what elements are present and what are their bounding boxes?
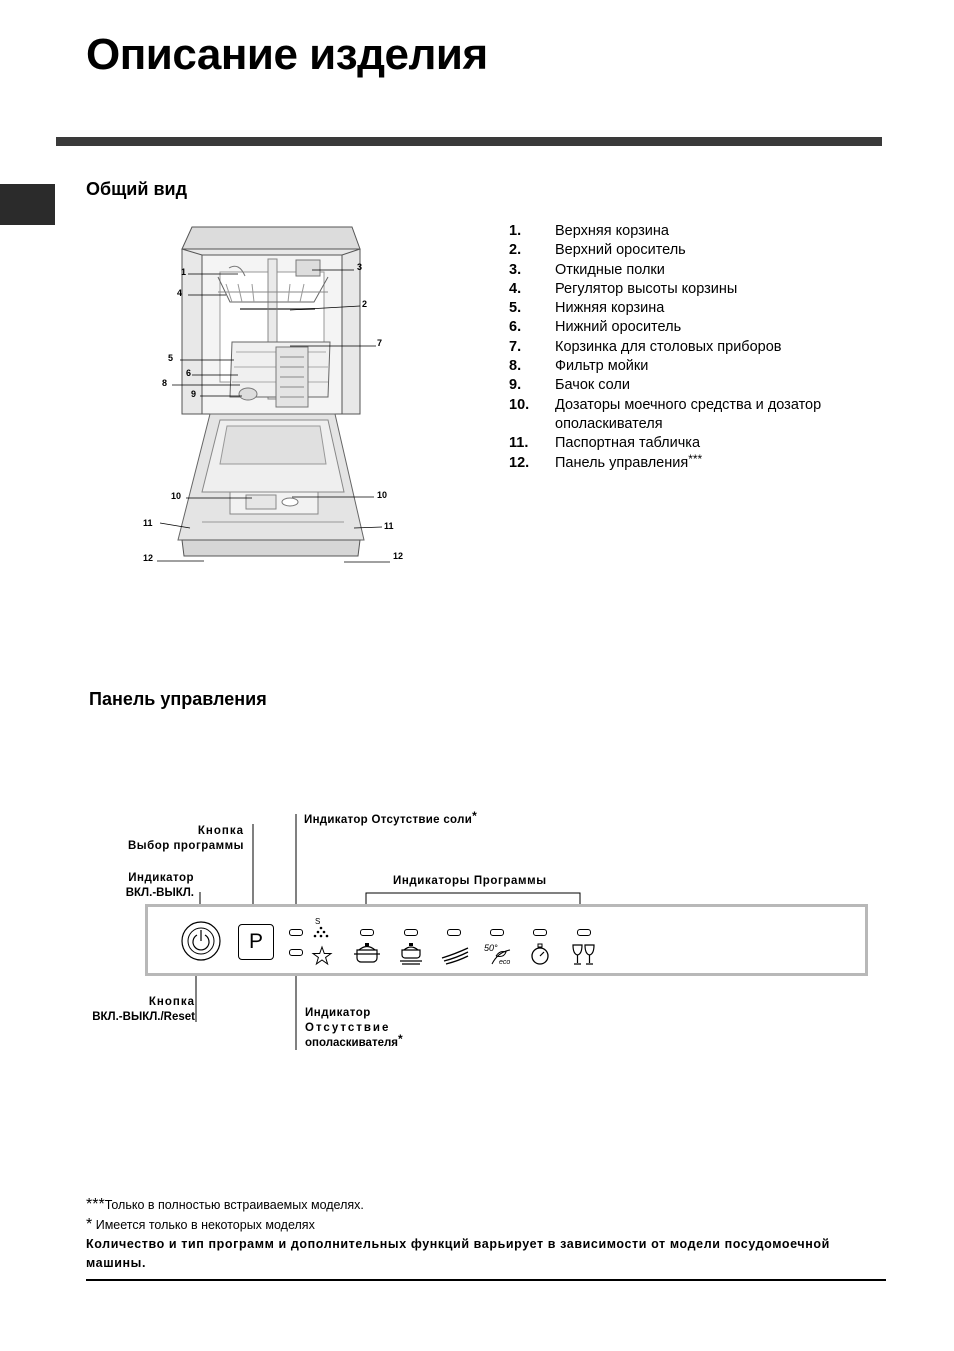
callout-7: 7 [377,338,383,348]
plates-quick-icon [440,942,470,966]
callout-1: 1 [181,267,187,277]
salt-indicator-led [289,929,303,936]
rinse-indicator-led [289,949,303,956]
pot-normal-icon [396,940,426,968]
program-led-eco [490,929,504,936]
footnote-some-models: * Имеется только в некоторых моделях [86,1216,315,1233]
parts-list-item: 9. Бачок соли [509,377,630,394]
section-tab-marker [0,184,55,225]
eco-icon [484,942,512,968]
parts-list-item: 6. Нижний ороситель [509,319,682,336]
parts-list-item: 4. Регулятор высоты корзины [509,280,738,297]
rinse-indicator-label: Индикатор Отсутствие ополаскивателя* [305,1007,403,1049]
callout-12-left: 12 [143,553,154,563]
parts-list-item: 2. Верхний ороситель [509,242,686,259]
footer-rule [86,1279,886,1281]
timer-icon [528,940,552,968]
callout-6: 6 [186,368,192,378]
control-panel-heading: Панель управления [89,689,267,709]
parts-list-item: 11. Паспортная табличка [509,435,701,452]
program-select-button[interactable]: P [238,924,274,960]
callout-11-left: 11 [143,518,153,528]
program-indicators-label: Индикаторы Программы [393,875,547,887]
program-led-timer [533,929,547,936]
pot-intensive-icon [352,940,382,968]
callout-10-left: 10 [171,491,182,501]
callout-12-right: 12 [393,551,404,561]
parts-list [509,222,889,473]
callout-3: 3 [357,262,363,272]
overview-heading: Общий вид [86,179,187,199]
parts-list-item: 1. Верхняя корзина [509,223,669,239]
parts-list-item: 10. Дозаторы моечного средства и дозатор ополаскивателя [509,396,822,432]
callout-11-right: 11 [384,521,394,531]
callout-2: 2 [362,299,368,309]
onoff-indicator-label: Индикатор ВКЛ.-ВЫКЛ. [125,872,194,899]
callout-8: 8 [162,378,168,388]
footnote-programs-note: Количество и тип программ и дополнительных функций варьирует в зависимости от модели посудомоечной машины. [86,1237,830,1270]
eco-temp-label: 50° [484,943,498,953]
program-led-glass [577,929,591,936]
salt-icon [314,927,329,938]
parts-list-item: 12. Панель управления*** [509,451,703,471]
footnote-built-in: ***Только в полностью встраиваемых моделях. [86,1196,364,1213]
salt-letter: S [315,917,321,926]
salt-indicator-label: Индикатор Отсутствие соли* [304,809,477,826]
callout-10-right: 10 [377,490,388,500]
parts-list-item: 3. Откидные полки [509,261,665,278]
program-led-quick [447,929,461,936]
page-title: Описание изделия [86,30,488,79]
rinse-aid-icon [313,947,331,964]
onoff-reset-button[interactable] [181,921,221,961]
dishwasher-illustration [178,227,364,556]
glasses-icon [570,942,598,968]
callout-9: 9 [191,389,197,399]
parts-list-item: 8. Фильтр мойки [509,358,649,375]
salt-rinse-symbols [310,925,334,969]
header-rule [56,137,882,146]
program-led-normal [404,929,418,936]
power-icon [181,921,221,961]
parts-list-item: 7. Корзинка для столовых приборов [509,338,782,355]
dishwasher-diagram [130,222,420,572]
svg-text:eco: eco [499,959,511,966]
program-button-label: Кнопка Выбор программы [127,825,244,852]
footnotes [86,1195,886,1273]
program-led-intensive [360,929,374,936]
callout-5: 5 [168,353,174,363]
onoff-button-label: Кнопка ВКЛ.-ВЫКЛ./Reset [92,996,195,1023]
callout-4: 4 [177,288,183,298]
parts-list-item: 5. Нижняя корзина [509,300,665,317]
footnote-mark: *** [688,451,703,466]
